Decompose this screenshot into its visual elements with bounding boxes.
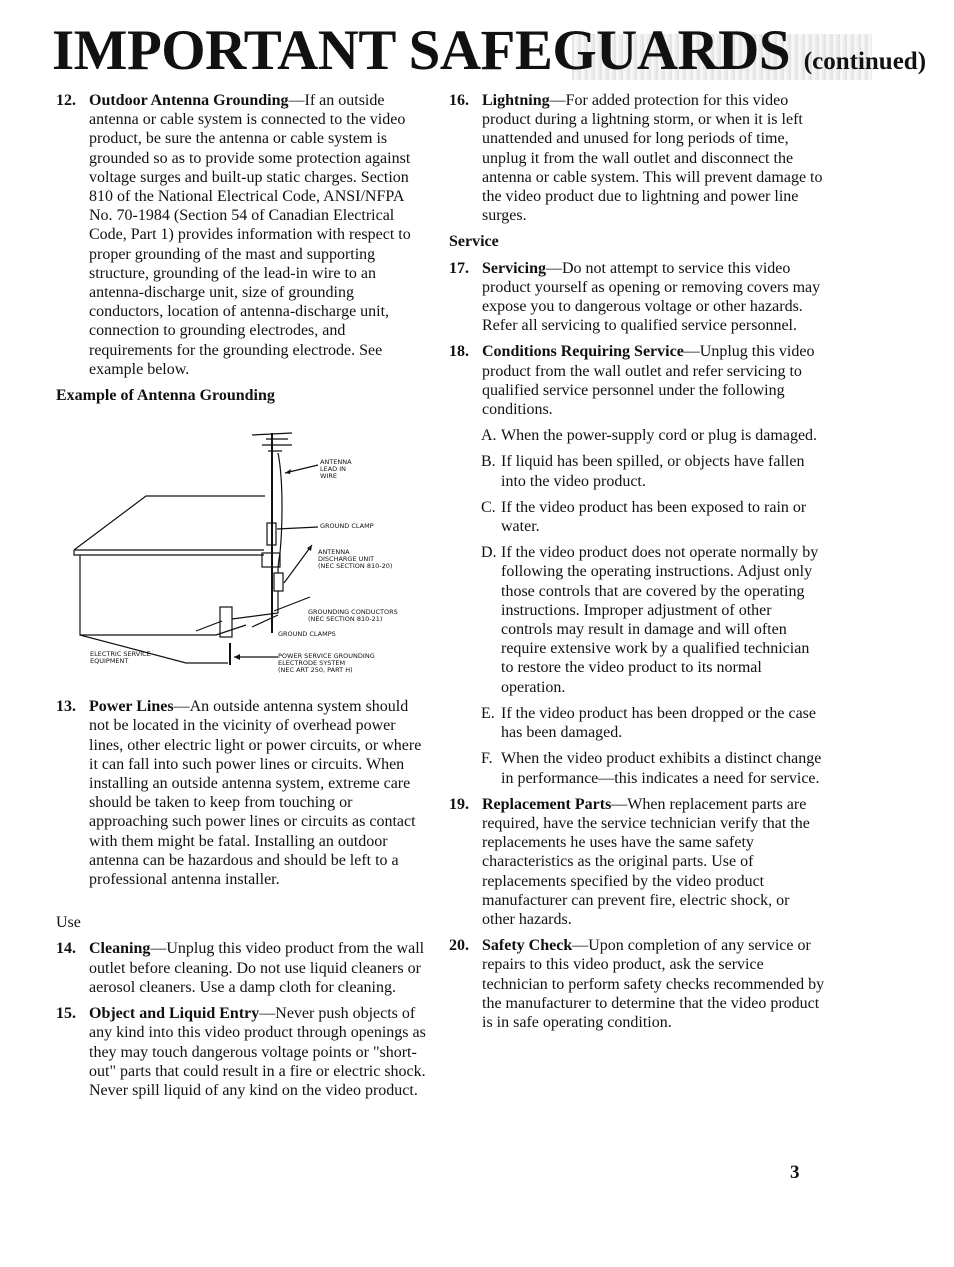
section-heading-service: Service <box>449 233 499 251</box>
safeguard-item-13 <box>56 697 431 889</box>
condition-text: When the video product exhibits a distinct change in performance—this indicates a need for service. <box>501 750 822 787</box>
condition-text: When the power-supply cord or plug is damaged. <box>501 427 818 445</box>
condition-letter: C. <box>481 498 496 516</box>
condition-letter: F. <box>481 750 493 768</box>
item-heading: Replacement Parts <box>482 795 612 813</box>
item-body: —Never push objects of any kind into this video product through openings as they may touch dangerous voltage points or "short-out" parts that could result in a fire or electric shock. Never spill liquid of any kind on the video product. <box>89 1005 426 1099</box>
label-ground-clamps: GROUND CLAMPS <box>278 630 336 639</box>
item-heading: Power Lines <box>89 698 174 716</box>
item-heading: Outdoor Antenna Grounding <box>89 92 289 109</box>
item-heading: Cleaning <box>89 940 151 958</box>
item-heading: Safety Check <box>482 937 573 955</box>
safeguard-item-16 <box>449 91 825 225</box>
item-number: 19. <box>449 795 469 813</box>
safeguard-item-17 <box>449 259 825 336</box>
condition-item-d <box>481 543 825 697</box>
condition-item-c <box>481 498 825 536</box>
condition-text: If liquid has been spilled, or objects have fallen into the video product. <box>501 453 805 490</box>
safeguard-item-12 <box>56 91 431 379</box>
item-body: —For added protection for this video product during a lightning storm, or when it is left unattended and unused for long periods of time, unplug it from the wall outlet and disconnect the antenna or cable system. This will prevent damage to the video product due to lightning and power line surges. <box>482 92 823 225</box>
condition-text: If the video product does not operate normally by following the operating instructions. Adjust only those controls that are covered by the operating instructions. Improper adjustment of other controls may result in damage and will often require extensive work by a qualified technician to restore the video product to its normal operation. <box>501 544 819 696</box>
safeguard-item-19 <box>449 795 825 929</box>
item-heading: Conditions Requiring Service <box>482 343 684 361</box>
label-antenna-discharge-unit: ANTENNA DISCHARGE UNIT (NEC SECTION 810-20) <box>318 548 393 571</box>
page-number: 3 <box>790 1162 800 1183</box>
label-grounding-conductors: GROUNDING CONDUCTORS (NEC SECTION 810-21) <box>308 608 398 624</box>
item-number: 12. <box>56 92 76 109</box>
item-number: 13. <box>56 698 76 716</box>
item-number: 20. <box>449 937 469 955</box>
diagram-drawing <box>56 413 431 683</box>
safeguard-item-18 <box>449 342 825 419</box>
item-heading: Object and Liquid Entry <box>89 1005 260 1023</box>
label-antenna-lead-in-wire: ANTENNA LEAD IN WIRE <box>320 458 352 481</box>
condition-text: If the video product has been dropped or the case has been damaged. <box>501 704 816 742</box>
item-body: —When replacement parts are required, have the service technician verify that the replacements he uses have the same safety characteristics as the original parts. Use of replacements specified by the video product manufacturer can prevent fire, electric shock, or other hazards. <box>482 795 810 928</box>
safeguard-item-14 <box>56 939 431 997</box>
item-number: 15. <box>56 1005 76 1023</box>
condition-item-b <box>481 452 825 490</box>
label-electric-service-equipment: ELECTRIC SERVICE EQUIPMENT <box>90 650 151 666</box>
right-column <box>449 91 825 1039</box>
page-header <box>52 19 927 82</box>
section-heading-use: Use <box>56 914 81 932</box>
item-body: —Unplug this video product from the wall outlet before cleaning. Do not use liquid cleaners or aerosol cleaners. Use a damp cloth for cleaning. <box>89 940 425 996</box>
item-heading: Lightning <box>482 92 550 109</box>
item-body: —Do not attempt to service this video product yourself as opening or removing covers may expose you to dangerous voltage or other hazards. Refer all servicing to qualified service personnel. <box>482 259 821 335</box>
title-continued: (continued) <box>803 48 927 75</box>
condition-item-f <box>481 749 825 787</box>
antenna-grounding-diagram <box>56 413 431 683</box>
condition-text: If the video product has been exposed to rain or water. <box>501 498 807 536</box>
item-body: —An outside antenna system should not be located in the vicinity of overhead power lines, other electric light or power circuits, or where it can fall into such power lines or circuits. When installing an outside antenna system, extreme care should be taken to keep from touching or approaching such power lines or circuits as contact with them might be fatal. Installing an outdoor antenna can be hazardous and should be left to a professional antenna installer. <box>89 698 422 889</box>
left-column <box>56 91 431 1107</box>
item-number: 14. <box>56 940 76 958</box>
condition-letter: E. <box>481 704 495 722</box>
item-body: —Upon completion of any service or repairs to this video product, ask the service technician to perform safety checks recommended by the manufacturer to determine that the video product is in safe operating condition. <box>482 937 825 1031</box>
item-body: —If an outside antenna or cable system is connected to the video product, be sure the antenna or cable system is grounded so as to provide some protection against voltage surges and built-up static charges. Section 810 of the National Electrical Code, ANSI/NFPA No. 70-1984 (Section 54 of Canadian Electrical Code, Part 1) provides information with respect to proper grounding of the mast and supporting structure, grounding of the lead-in wire to an antenna-discharge unit, size of grounding conductors, location of antenna-discharge unit, connection to grounding electrodes, and requirements for the grounding electrode. See example below. <box>89 92 411 378</box>
label-power-service-grounding: POWER SERVICE GROUNDING ELECTRODE SYSTEM (NEC ART 250, PART H) <box>278 652 375 675</box>
condition-letter: D. <box>481 544 497 562</box>
item-number: 16. <box>449 92 469 109</box>
page-title <box>52 20 926 93</box>
figure-caption: Example of Antenna Grounding <box>56 387 275 405</box>
safeguard-item-15 <box>56 1004 431 1100</box>
condition-item-a <box>481 426 825 445</box>
condition-letter: A. <box>481 427 497 445</box>
item-heading: Servicing <box>482 259 546 277</box>
item-number: 17. <box>449 259 469 277</box>
item-body: —Unplug this video product from the wall outlet and refer servicing to qualified service personnel under the following conditions. <box>482 343 815 419</box>
title-text: IMPORTANT SAFEGUARDS <box>52 19 791 82</box>
item-number: 18. <box>449 343 469 361</box>
condition-item-e <box>481 704 825 742</box>
label-ground-clamp: GROUND CLAMP <box>320 522 374 531</box>
safeguard-item-20 <box>449 936 825 1032</box>
condition-letter: B. <box>481 453 496 471</box>
